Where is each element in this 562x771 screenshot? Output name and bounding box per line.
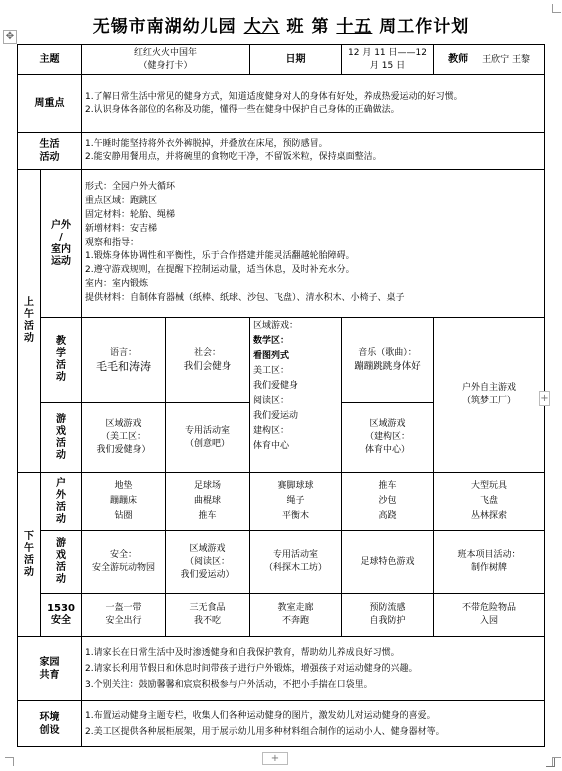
morning-outdoor-row bbox=[18, 170, 545, 318]
list-item: 2.能安静用餐用点，并将碗里的食物吃干净，不留饭米粒，保持桌面整洁。 bbox=[85, 152, 382, 162]
list-item: 形式：全园户外大循环 bbox=[85, 182, 176, 193]
safety-col3: 教室走廊 不奔跑 bbox=[250, 594, 342, 637]
page-title bbox=[0, 12, 562, 37]
list-item: 室内：室内锻炼 bbox=[85, 278, 149, 289]
teacher-cell bbox=[434, 45, 545, 75]
list-item: 2.认识身体各部位的名称及功能，懂得一些在健身中保护自己身体的正确做法。 bbox=[85, 104, 400, 115]
home-row bbox=[18, 637, 545, 701]
outdoor-indoor-label: 户外 / 室内 运动 bbox=[41, 170, 82, 318]
afternoon-game-col2: 区域游戏 （阅读区： 我们爱运动） bbox=[166, 531, 250, 594]
list-item: 固定材料：轮胎、绳梯 bbox=[85, 210, 176, 220]
list-item: 3.个别关注：鼓励馨馨和宸宸积极参与户外活动，不把小手揣在口袋里。 bbox=[85, 679, 373, 690]
daily-life-row bbox=[18, 133, 545, 170]
teaching-row bbox=[18, 318, 545, 403]
safety-col1: 一盔一带 安全出行 bbox=[82, 594, 166, 637]
morning-label: 上 午 活 动 bbox=[18, 170, 41, 473]
teaching-language: 语言： 毛毛和涛涛 bbox=[82, 318, 166, 403]
list-item: 1.午睡时能坚持将外衣外裤脱掉，并叠放在床尾，预防感冒。 bbox=[85, 139, 328, 149]
home-content bbox=[82, 637, 545, 701]
morning-game-label: 游 戏 活 动 bbox=[41, 403, 82, 473]
teaching-label: 教 学 活 动 bbox=[41, 318, 82, 403]
list-item: 1.了解日常生活中常见的健身方式，知道适度健身对人的身体有好处，养成热爱运动的好习惯。 bbox=[85, 91, 463, 102]
afternoon-outdoor-col3: 赛脚球球 绳子 平衡木 bbox=[250, 473, 342, 531]
morning-game-col2: 专用活动室 （创意吧） bbox=[166, 403, 250, 473]
home-label: 家园 共育 bbox=[18, 637, 82, 701]
theme-value bbox=[82, 45, 250, 75]
afternoon-outdoor-row bbox=[18, 473, 545, 531]
list-item: 2.美工区提供各种展柜展架，用于展示幼儿用多种材料组合制作的运动小人、健身器材等。 bbox=[85, 726, 445, 737]
list-item: 新增材料：安吉梯 bbox=[85, 223, 158, 234]
teacher-value: 王欣宁 王黎 bbox=[482, 54, 530, 65]
weekly-focus-content bbox=[82, 75, 545, 133]
teaching-social: 社会： 我们会健身 bbox=[166, 318, 250, 403]
daily-life-label: 生活 活动 bbox=[18, 133, 82, 170]
weekly-focus-row bbox=[18, 75, 545, 133]
environment-label: 环境 创设 bbox=[18, 701, 82, 747]
weekly-plan-table bbox=[17, 44, 545, 747]
class-name: 大六 bbox=[243, 17, 280, 37]
afternoon-outdoor-col4: 推车 沙包 高跷 bbox=[342, 473, 434, 531]
list-item: 提供材料：自制体育器械（纸棒、纸球、沙包、飞盘）、清水积木、小椅子、桌子 bbox=[85, 292, 405, 303]
afternoon-game-col1: 安全： 安全游玩动物园 bbox=[82, 531, 166, 594]
afternoon-game-label: 游 戏 活 动 bbox=[41, 531, 82, 594]
list-item: 观察和指导： bbox=[85, 237, 140, 248]
afternoon-outdoor-col2: 足球场 曲棍球 推车 bbox=[166, 473, 250, 531]
theme-line: （健身打卡） bbox=[138, 60, 193, 71]
list-item: 2.遵守游戏规则，在提醒下控制运动量，适当休息，及时补充水分。 bbox=[85, 265, 355, 276]
afternoon-game-col5: 班本项目活动： 制作树牌 bbox=[434, 531, 545, 594]
teacher-label: 教师 bbox=[448, 53, 469, 65]
theme-line: 红红火火中国年 bbox=[134, 47, 198, 58]
morning-game-col1: 区域游戏 （美工区： 我们爱健身） bbox=[82, 403, 166, 473]
kindergarten-name: 无锡市南湖幼儿园 bbox=[92, 17, 237, 37]
table-resize-handle-icon[interactable] bbox=[546, 758, 555, 767]
header-row bbox=[18, 45, 545, 75]
teaching-music: 音乐（歌曲）： 蹦蹦跳跳身体好 bbox=[342, 318, 434, 403]
add-row-plus-icon[interactable]: + bbox=[262, 752, 288, 765]
afternoon-label: 下 午 活 动 bbox=[18, 473, 41, 637]
self-game-cell: 户外自主游戏 （筑梦工厂） bbox=[434, 318, 545, 473]
safety-col2: 三无食品 我不吃 bbox=[166, 594, 250, 637]
table-move-handle-icon[interactable]: ✥ bbox=[3, 30, 17, 44]
environment-content bbox=[82, 701, 545, 747]
afternoon-game-row bbox=[18, 531, 545, 594]
list-item: 1.锻炼身体协调性和平衡性，乐于合作搭建并能灵活翻越轮胎障碍。 bbox=[85, 251, 355, 262]
list-item: 2.请家长利用节假日和休息时间带孩子进行户外锻炼，增强孩子对运动健身的兴趣。 bbox=[85, 663, 418, 674]
theme-label: 主题 bbox=[18, 45, 82, 75]
list-item: 1.布置运动健身主题专栏，收集人们各种运动健身的图片，激发幼儿对运动健身的喜爱。 bbox=[85, 710, 436, 721]
class-suffix: 班 bbox=[286, 17, 305, 37]
outdoor-content bbox=[82, 170, 545, 318]
environment-row bbox=[18, 701, 545, 747]
page-corner-mark bbox=[5, 757, 14, 766]
week-number: 十五 bbox=[336, 17, 373, 37]
safety-col4: 预防流感 自我防护 bbox=[342, 594, 434, 637]
safety-col5: 不带危险物品 入园 bbox=[434, 594, 545, 637]
add-column-plus-icon[interactable]: + bbox=[540, 393, 549, 404]
safety-row bbox=[18, 594, 545, 637]
morning-game-col4: 区域游戏 （建构区： 体育中心） bbox=[342, 403, 434, 473]
afternoon-outdoor-label: 户 外 活 动 bbox=[41, 473, 82, 531]
date-label: 日期 bbox=[250, 45, 342, 75]
week-prefix: 第 bbox=[311, 17, 330, 37]
list-item: 1.请家长在日常生活中及时渗透健身和自我保护教育，帮助幼儿养成良好习惯。 bbox=[85, 647, 400, 658]
weekly-focus-label: 周重点 bbox=[18, 75, 82, 133]
week-suffix: 周工作计划 bbox=[379, 17, 470, 37]
list-item: 重点区域：跑跳区 bbox=[85, 196, 158, 207]
afternoon-game-col4: 足球特色游戏 bbox=[342, 531, 434, 594]
afternoon-game-col3: 专用活动室 （科探木工坊） bbox=[250, 531, 342, 594]
afternoon-outdoor-col1: 地垫 蹦蹦床 钻圈 bbox=[82, 473, 166, 531]
daily-life-content bbox=[82, 133, 545, 170]
date-value: 12 月 11 日——12 月 15 日 bbox=[342, 45, 434, 75]
area-game-cell: 区域游戏： 数学区： 看图列式 美工区： 我们爱健身 阅读区： 我们爱运动 建构区： 体育中心 bbox=[250, 318, 342, 473]
safety-label: 1530 安全 bbox=[41, 594, 82, 637]
afternoon-outdoor-col5: 大型玩具 飞盘 丛林探索 bbox=[434, 473, 545, 531]
